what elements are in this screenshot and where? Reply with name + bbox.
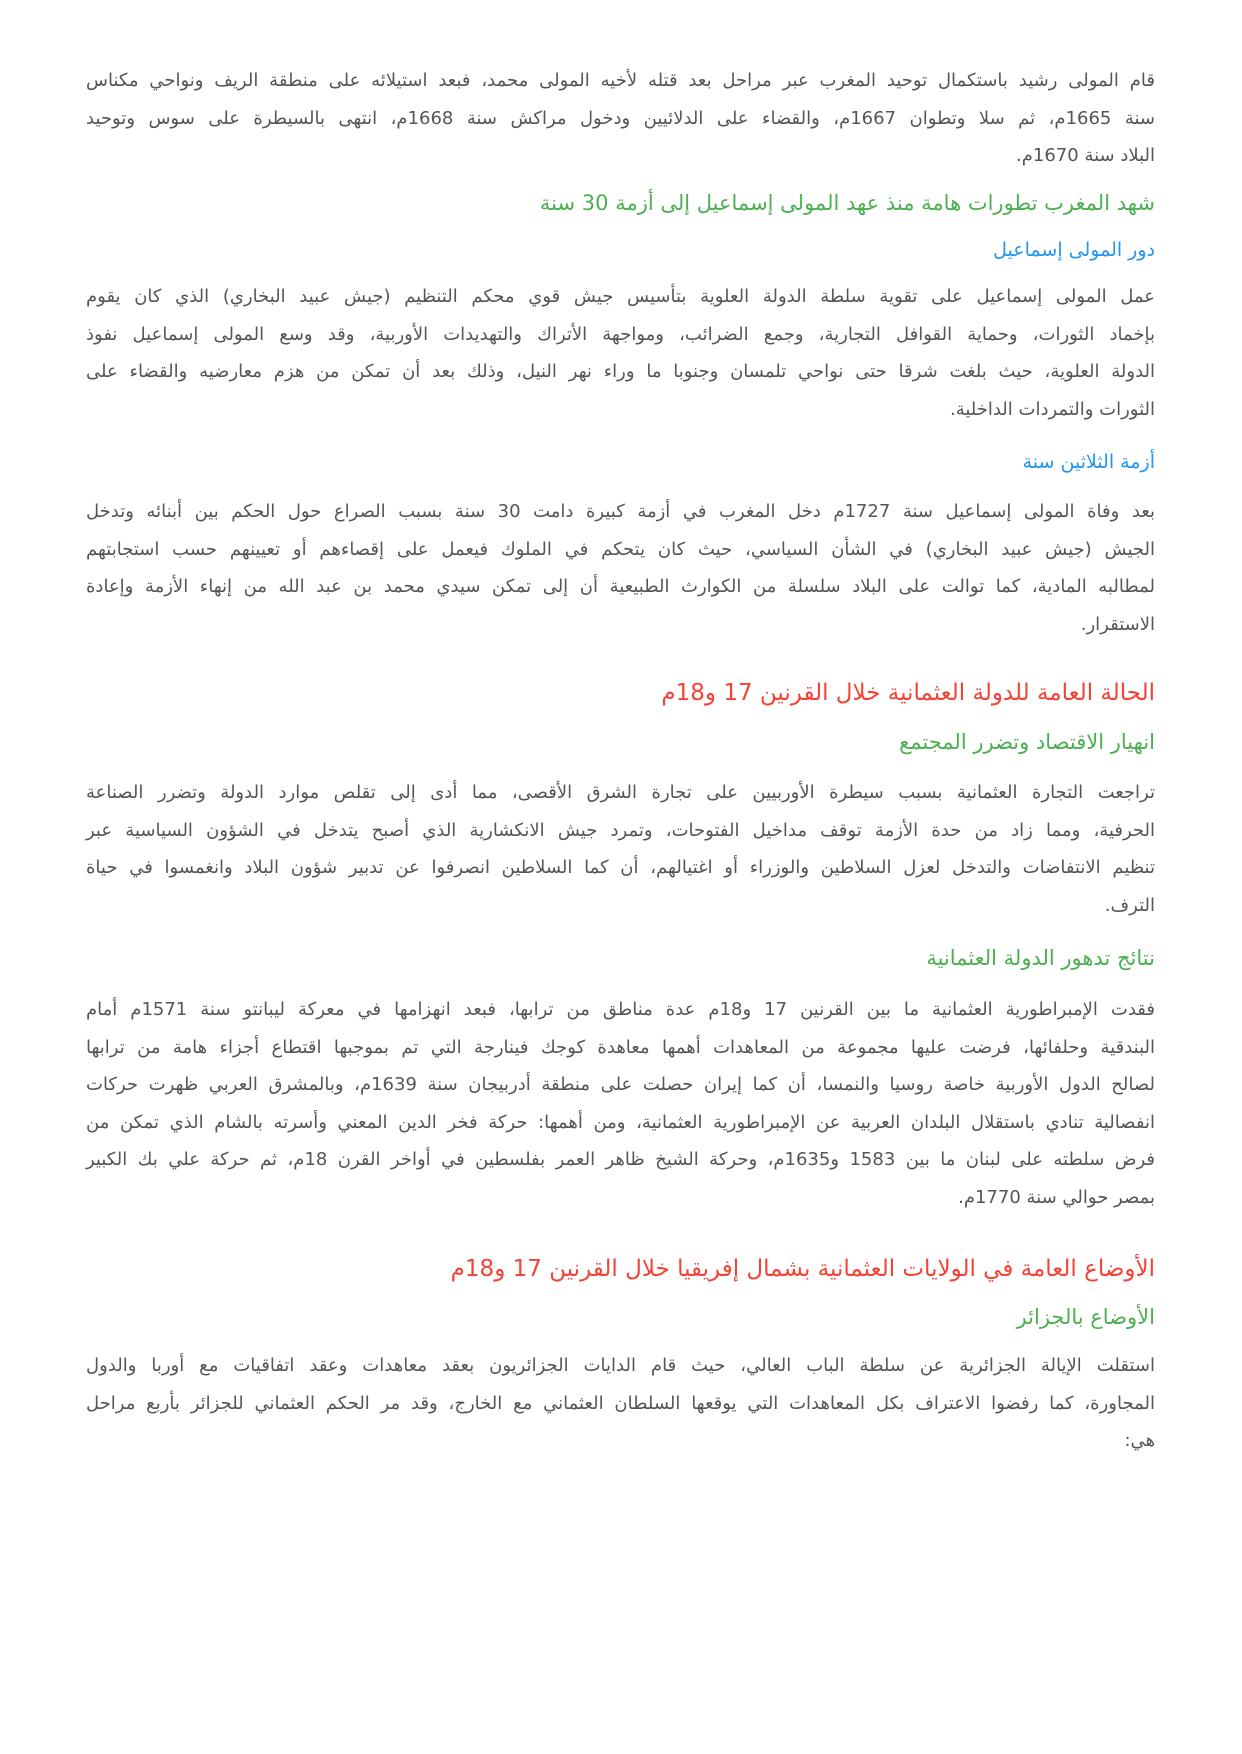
- paragraph-line: عمل المولى إسماعيل على تقوية سلطة الدولة العلوية بتأسيس جيش قوي محكم التنظيم (جيش عبيد البخاري) الذي كان يقوم: [86, 286, 1155, 307]
- paragraph-line: الحرفية، ومما زاد من حدة الأزمة توقف مداخيل الفتوحات، وتمرد جيش الانكشارية الذي أصبح يتدخل في الشؤون السياسية عبر: [86, 819, 1155, 841]
- heading-ottoman-state: الحالة العامة للدولة العثمانية خلال القرنين 17 و18م: [661, 680, 1155, 706]
- paragraph-line: البندقية وحلفائها، فرضت عليها مجموعة من المعاهدات أهمها معاهدة كوجك فينارجة التي تم بموجبها اقتطاع أجزاء هامة من ترابها: [86, 1036, 1155, 1058]
- paragraph-line: الدولة العلوية، حيث بلغت شرقا حتى نواحي تلمسان وجنوبا ما وراء نهر النيل، وذلك بعد أن تمكن من هزم معارضيه والقضاء على: [86, 361, 1155, 383]
- paragraph-line: استقلت الإيالة الجزائرية عن سلطة الباب العالي، حيث قام الدايات الجزائريون بعقد معاهدات وعقد اتفاقيات مع أوربا والدول: [86, 1355, 1155, 1376]
- paragraph-crisis: [86, 493, 1155, 643]
- paragraph-line: لصالح الدول الأوربية خاصة روسيا والنمسا، أن كما إيران حصلت على منطقة أدربيجان سنة 1639م، وبالمشرق العربي ظهرت حركات: [86, 1074, 1155, 1096]
- paragraph-line: بإخماد الثورات، وحماية القوافل التجارية، وجمع الضرائب، ومواجهة الأتراك والتهديدات الأوربية، وقد وسع المولى إسماعيل نفوذ: [86, 323, 1155, 345]
- paragraph-rashid: [86, 62, 1155, 175]
- heading-north-africa: الأوضاع العامة في الولايات العثمانية بشمال إفريقيا خلال القرنين 17 و18م: [450, 1256, 1155, 1282]
- paragraph-line: الاستقرار.: [1080, 613, 1155, 635]
- paragraph-algeria: [86, 1347, 1155, 1460]
- heading-ismail-era: شهد المغرب تطورات هامة منذ عهد المولى إسماعيل إلى أزمة 30 سنة: [539, 191, 1155, 215]
- subheading-crisis: أزمة الثلاثين سنة: [1022, 451, 1155, 473]
- paragraph-line: بعد وفاة المولى إسماعيل سنة 1727م دخل المغرب في أزمة كبيرة دامت 30 سنة بسبب الصراع حول الحكم بين أبنائه وتدخل: [86, 501, 1155, 522]
- paragraph-line: بمصر حوالي سنة 1770م.: [958, 1186, 1155, 1208]
- paragraph-line: هي:: [1124, 1430, 1155, 1452]
- paragraph-line: سنة 1665م، ثم سلا وتطوان 1667م، والقضاء على الدلائيين ودخول مراكش سنة 1668م، انتهى بالسيطرة على سوس وتوحيد: [86, 107, 1155, 129]
- paragraph-ismail-role: [86, 278, 1155, 428]
- paragraph-line: المجاورة، كما رفضوا الاعتراف بكل المعاهدات التي يوقعها السلطان العثماني مع الخارج، وقد مر الحكم العثماني للجزائر بأربع مراحل: [86, 1392, 1155, 1414]
- paragraph-decline: [86, 991, 1155, 1217]
- paragraph-line: فرض سلطته على لبنان ما بين 1583 و1635م، وحركة الشيخ ظاهر العمر بفلسطين في أواخر القرن 18م، ثم حركة علي بك الكبير: [86, 1149, 1156, 1171]
- paragraph-line: انفصالية تنادي باستقلال البلدان العربية عن الإمبراطورية العثمانية، ومن أهمها: حركة فخر الدين المعني وأسرته بالشام الذي تمكن من: [86, 1111, 1155, 1133]
- paragraph-line: قام المولى رشيد باستكمال توحيد المغرب عبر مراحل بعد قتله لأخيه المولى محمد، فبعد استيلائه على منطقة الريف ونواحي مكناس: [86, 70, 1155, 91]
- paragraph-economy: [86, 774, 1155, 924]
- paragraph-line: الجيش (جيش عبيد البخاري) في الشأن السياسي، حيث كان يتحكم في الملوك فيعمل على إقصاءهم أو تعيينهم حسب استجابتهم: [86, 538, 1155, 560]
- paragraph-line: تنظيم الانتفاضات والتدخل لعزل السلاطين والوزراء أو اغتيالهم، أن كما السلاطين انصرفوا عن تدبير شؤون البلاد وانغمسوا في حياة: [86, 857, 1155, 879]
- paragraph-line: لمطالبه المادية، كما توالت على البلاد سلسلة من الكوارث الطبيعية أن إلى تمكن سيدي محمد بن عبد الله من إنهاء الأزمة وإعادة: [86, 576, 1155, 598]
- subheading-ismail-role: دور المولى إسماعيل: [993, 239, 1155, 261]
- paragraph-line: الترف.: [1104, 894, 1155, 916]
- paragraph-line: فقدت الإمبراطورية العثمانية ما بين القرنين 17 و18م عدة مناطق من ترابها، فبعد انهزامها في معركة ليبانتو سنة 1571م أمام: [86, 999, 1156, 1020]
- paragraph-line: تراجعت التجارة العثمانية بسبب سيطرة الأوربيين على تجارة الشرق الأقصى، مما أدى إلى تقلص موارد الدولة وتضرر الصناعة: [86, 782, 1155, 803]
- paragraph-line: البلاد سنة 1670م.: [1016, 145, 1155, 167]
- subheading-algeria: الأوضاع بالجزائر: [1016, 1305, 1155, 1329]
- subheading-decline: نتائج تدهور الدولة العثمانية: [926, 946, 1155, 970]
- paragraph-line: الثورات والتمردات الداخلية.: [949, 398, 1155, 420]
- subheading-economy: انهيار الاقتصاد وتضرر المجتمع: [899, 730, 1155, 754]
